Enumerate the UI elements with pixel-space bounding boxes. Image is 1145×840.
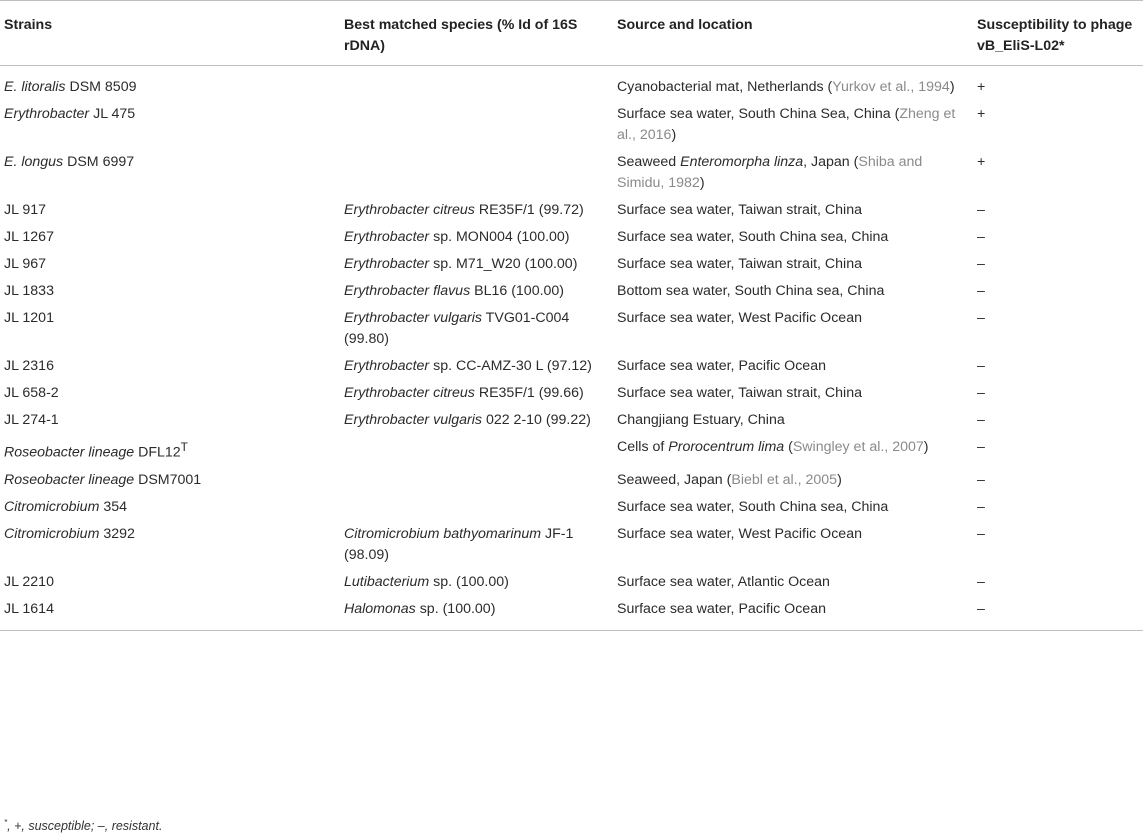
source-text: Surface sea water, West Pacific Ocean [617, 525, 862, 542]
source-text: Surface sea water, South China Sea, China ( [617, 106, 900, 122]
cell-susceptibility [973, 569, 1143, 596]
table-footnote [4, 818, 162, 833]
table-row [0, 380, 1143, 407]
cell-source [613, 251, 973, 278]
cell-source [613, 569, 973, 596]
strain-id: JL 1614 [4, 600, 54, 617]
susceptibility-symbol: – [977, 600, 985, 617]
cell-susceptibility [973, 66, 1143, 102]
strain-id: 354 [99, 498, 128, 515]
cell-susceptibility [973, 149, 1143, 197]
source-text: Surface sea water, Pacific Ocean [617, 358, 826, 374]
cell-source [613, 596, 973, 631]
cell-susceptibility [973, 380, 1143, 407]
species-identity: RE35F/1 (99.72) [474, 202, 584, 218]
species-name: Erythrobacter [344, 358, 430, 374]
table-row [0, 521, 1143, 569]
species-name: Erythrobacter vulgaris [344, 310, 482, 326]
cell-strain [0, 251, 340, 278]
cell-strain [0, 494, 340, 521]
cell-susceptibility [973, 197, 1143, 224]
source-text: Surface sea water, South China sea, China [617, 229, 889, 245]
cell-strain [0, 407, 340, 434]
header-strains: Strains [4, 17, 53, 33]
strain-id: 3292 [99, 525, 135, 542]
cell-strain [0, 569, 340, 596]
footnote-marker: * [4, 818, 8, 827]
cell-strain [0, 305, 340, 353]
cell-susceptibility [973, 251, 1143, 278]
header-susceptibility: Susceptibility to phage vB_EliS-L02* [977, 17, 1133, 54]
cell-species [340, 224, 613, 251]
cell-susceptibility [973, 278, 1143, 305]
cell-source [613, 305, 973, 353]
table-row [0, 101, 1143, 149]
cell-strain [0, 596, 340, 631]
source-reference-close: ) [923, 439, 929, 455]
strain-id: JL 1267 [4, 229, 54, 245]
source-text: Surface sea water, South China sea, China [617, 498, 889, 515]
cell-species [340, 251, 613, 278]
susceptibility-symbol: – [977, 439, 985, 455]
strain-id: DSM 8509 [65, 79, 137, 95]
cell-species [340, 353, 613, 380]
strain-id: DFL12 [134, 444, 181, 461]
susceptibility-symbol: – [977, 385, 985, 401]
strain-id: JL 1201 [4, 310, 54, 326]
species-identity: sp. CC-AMZ-30 L (97.12) [429, 358, 592, 374]
table-row [0, 434, 1143, 467]
species-identity: BL16 (100.00) [470, 283, 565, 299]
susceptibility-symbol: – [977, 229, 985, 245]
cell-source [613, 407, 973, 434]
cell-susceptibility [973, 596, 1143, 631]
cell-susceptibility [973, 521, 1143, 569]
table-row [0, 278, 1143, 305]
cell-source [613, 467, 973, 494]
cell-species [340, 407, 613, 434]
source-text: Surface sea water, Taiwan strait, China [617, 256, 862, 272]
table-header-row [0, 1, 1143, 66]
cell-susceptibility [973, 407, 1143, 434]
cell-susceptibility [973, 467, 1143, 494]
cell-species [340, 66, 613, 102]
species-name: Lutibacterium [344, 573, 430, 590]
source-text: Cyanobacterial mat, Netherlands ( [617, 79, 833, 95]
cell-species [340, 101, 613, 149]
cell-species [340, 467, 613, 494]
cell-species [340, 494, 613, 521]
cell-source [613, 66, 973, 102]
susceptibility-symbol: – [977, 498, 985, 515]
susceptibility-symbol: – [977, 256, 985, 272]
strain-id: JL 917 [4, 202, 47, 218]
table-row [0, 494, 1143, 521]
strain-id: JL 1833 [4, 283, 54, 299]
cell-species [340, 305, 613, 353]
cell-source [613, 494, 973, 521]
source-reference-close: ) [699, 175, 705, 191]
susceptibility-symbol: – [977, 310, 985, 326]
source-text: Surface sea water, Taiwan strait, China [617, 202, 862, 218]
table-body [0, 66, 1143, 631]
table-row [0, 407, 1143, 434]
strain-genus: E. longus [4, 154, 64, 170]
cell-source [613, 224, 973, 251]
species-name: Erythrobacter [344, 229, 430, 245]
species-identity: sp. MON004 (100.00) [429, 229, 570, 245]
source-reference: Biebl et al., 2005 [731, 471, 838, 488]
source-text: Surface sea water, West Pacific Ocean [617, 310, 862, 326]
susceptibility-symbol: – [977, 358, 985, 374]
cell-source [613, 197, 973, 224]
strain-genus: Roseobacter lineage [4, 471, 135, 488]
susceptibility-symbol: – [977, 525, 985, 542]
table-row [0, 149, 1143, 197]
strain-id: JL 658-2 [4, 385, 59, 401]
source-reference: Zheng et al., 2016 [617, 106, 956, 143]
cell-species [340, 197, 613, 224]
cell-species [340, 521, 613, 569]
table-row [0, 596, 1143, 631]
source-text-post: ( [784, 439, 793, 455]
source-text-post: , Japan ( [803, 154, 859, 170]
species-identity: sp. (100.00) [429, 573, 509, 590]
source-organism: Enteromorpha linza [680, 154, 804, 170]
strain-id: JL 475 [89, 106, 136, 122]
cell-strain [0, 278, 340, 305]
table-row [0, 251, 1143, 278]
cell-susceptibility [973, 101, 1143, 149]
table-row [0, 305, 1143, 353]
species-name: Erythrobacter vulgaris [344, 412, 482, 428]
cell-source [613, 149, 973, 197]
strain-id: JL 2316 [4, 358, 54, 374]
cell-strain [0, 467, 340, 494]
cell-source [613, 434, 973, 467]
table-row [0, 569, 1143, 596]
source-text: Bottom sea water, South China sea, China [617, 283, 885, 299]
susceptibility-symbol: – [977, 283, 985, 299]
species-identity: sp. (100.00) [415, 600, 496, 617]
species-name: Erythrobacter flavus [344, 283, 471, 299]
strain-superscript: T [180, 440, 188, 454]
table-row [0, 66, 1143, 102]
footnote-text: , +, susceptible; –, resistant. [7, 819, 163, 834]
strain-id: JL 274-1 [4, 412, 59, 428]
species-identity: RE35F/1 (99.66) [474, 385, 584, 401]
susceptibility-symbol: + [977, 154, 986, 170]
cell-strain [0, 380, 340, 407]
cell-strain [0, 434, 340, 467]
cell-source [613, 101, 973, 149]
cell-susceptibility [973, 434, 1143, 467]
susceptibility-symbol: + [977, 79, 986, 95]
cell-strain [0, 224, 340, 251]
table-row [0, 197, 1143, 224]
source-reference: Yurkov et al., 1994 [832, 79, 950, 95]
source-text: Surface sea water, Atlantic Ocean [617, 573, 830, 590]
cell-source [613, 521, 973, 569]
cell-source [613, 380, 973, 407]
cell-species [340, 434, 613, 467]
strain-genus: Erythrobacter [4, 106, 90, 122]
cell-susceptibility [973, 305, 1143, 353]
susceptibility-symbol: – [977, 412, 985, 428]
cell-strain [0, 353, 340, 380]
table-row [0, 224, 1143, 251]
cell-strain [0, 197, 340, 224]
species-name: Halomonas [344, 600, 416, 617]
source-organism: Prorocentrum lima [668, 439, 785, 455]
strain-genus: E. litoralis [4, 79, 66, 95]
strain-id: JL 2210 [4, 573, 54, 590]
source-text: Cells of [617, 439, 669, 455]
species-identity: sp. M71_W20 (100.00) [429, 256, 578, 272]
species-identity: TVG01-C004 (99.80) [344, 310, 570, 347]
susceptibility-symbol: – [977, 471, 985, 488]
cell-susceptibility [973, 224, 1143, 251]
species-name: Erythrobacter [344, 256, 430, 272]
cell-species [340, 380, 613, 407]
strain-id: DSM 6997 [63, 154, 135, 170]
cell-susceptibility [973, 494, 1143, 521]
source-reference-close: ) [949, 79, 955, 95]
cell-susceptibility [973, 353, 1143, 380]
strain-id: JL 967 [4, 256, 47, 272]
strain-genus: Citromicrobium [4, 525, 100, 542]
cell-strain [0, 521, 340, 569]
source-text: Seaweed, Japan ( [617, 471, 732, 488]
species-identity: 022 2-10 (99.22) [482, 412, 591, 428]
source-text: Surface sea water, Pacific Ocean [617, 600, 826, 617]
susceptibility-symbol: – [977, 573, 985, 590]
cell-species [340, 569, 613, 596]
header-best-matched-species: Best matched species (% Id of 16S rDNA) [344, 17, 578, 54]
source-reference: Swingley et al., 2007 [792, 439, 924, 455]
cell-source [613, 278, 973, 305]
source-text: Seaweed [617, 154, 681, 170]
species-identity: JF-1 (98.09) [344, 525, 574, 563]
cell-species [340, 278, 613, 305]
susceptibility-symbol: – [977, 202, 985, 218]
table-row [0, 353, 1143, 380]
strain-genus: Citromicrobium [4, 498, 100, 515]
source-reference-close: ) [837, 471, 842, 488]
source-text: Changjiang Estuary, China [617, 412, 785, 428]
species-name: Citromicrobium bathyomarinum [344, 525, 542, 542]
strain-genus: Roseobacter lineage [4, 444, 135, 461]
table-row [0, 467, 1143, 494]
source-reference-close: ) [671, 127, 677, 143]
cell-species [340, 596, 613, 631]
species-name: Erythrobacter citreus [344, 202, 475, 218]
source-text: Surface sea water, Taiwan strait, China [617, 385, 862, 401]
cell-strain [0, 66, 340, 102]
cell-strain [0, 149, 340, 197]
header-source-location: Source and location [617, 17, 753, 33]
source-reference: Shiba and Simidu, 1982 [617, 154, 923, 191]
cell-species [340, 149, 613, 197]
cell-source [613, 353, 973, 380]
strain-id: DSM7001 [134, 471, 202, 488]
cell-strain [0, 101, 340, 149]
susceptibility-symbol: + [977, 106, 986, 122]
species-name: Erythrobacter citreus [344, 385, 475, 401]
